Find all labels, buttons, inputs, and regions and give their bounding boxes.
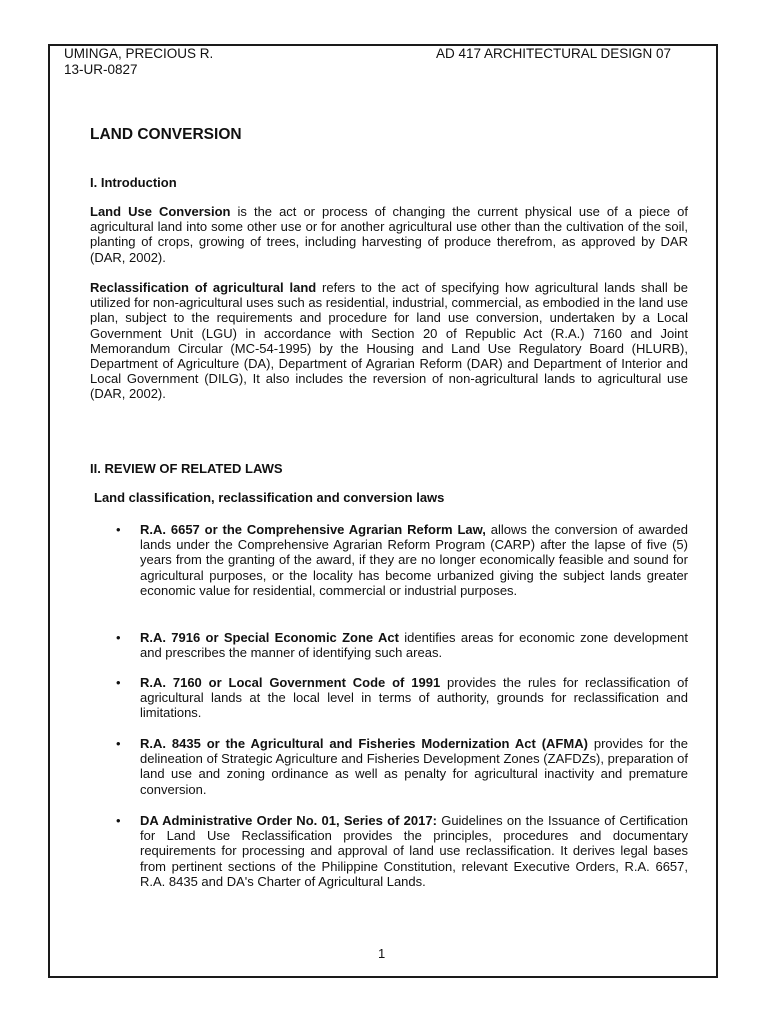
list-item-da-order	[140, 813, 688, 889]
list-item-ra-7160	[140, 675, 688, 721]
list-item-term: R.A. 6657 or the Comprehensive Agrarian Reform Law,	[140, 522, 486, 537]
paragraph-land-use-conversion	[90, 204, 688, 265]
bullet-icon: •	[116, 736, 121, 751]
bullet-icon: •	[116, 630, 121, 645]
list-item-text: Guidelines on the Issuance of Certification for Land Use Reclassification provides the principles, procedures and documentary requirements for processing and approval of land use reclassification. It derives legal bases from pertinent sections of the Philippine Constitution, relevant Executive Orders, R.A. 6657, R.A. 8435 and DA's Charter of Agricultural Lands.	[140, 813, 688, 889]
subsection-heading: Land classification, reclassification and conversion laws	[94, 490, 445, 505]
document-title: LAND CONVERSION	[90, 126, 242, 143]
author-name: UMINGA, PRECIOUS R.	[64, 46, 214, 61]
student-id: 13-UR-0827	[64, 62, 138, 77]
bullet-icon: •	[116, 522, 121, 537]
page-number: 1	[378, 946, 386, 961]
paragraph-reclassification	[90, 280, 688, 402]
bullet-icon: •	[116, 813, 121, 828]
section-heading-related-laws: II. REVIEW OF RELATED LAWS	[90, 461, 283, 476]
list-item-ra-6657	[140, 522, 688, 598]
list-item-term: R.A. 7160 or Local Government Code of 1991	[140, 675, 441, 690]
bullet-icon: •	[116, 675, 121, 690]
course-title: AD 417 ARCHITECTURAL DESIGN 07	[436, 46, 672, 61]
list-item-text: provides the rules for reclassification of agricultural lands at the local level in terms of authority, grounds for reclassification and limitations.	[140, 675, 688, 721]
definition-text: is the act or process of changing the current physical use of a piece of agricultural land into some other use or for another agricultural use other than the cultivation of the soil, planting of crops, growing of trees, including harvesting of produce therefrom, as approved by DAR (DAR, 2002).	[90, 204, 688, 265]
list-item-ra-8435	[140, 736, 688, 797]
list-item-text: allows the conversion of awarded lands under the Comprehensive Agrarian Reform Program (CARP) after the lapse of five (5) years from the granting of the award, if they are no longer economically feasible and sound for agricultural purposes, or the locality has become urbanized giving the subject lands greater economic value for residential, commercial or industrial purposes.	[140, 522, 688, 598]
term-reclassification: Reclassification of agricultural land	[90, 280, 317, 295]
list-item-term: DA Administrative Order No. 01, Series of 2017:	[140, 813, 437, 828]
list-item-term: R.A. 7916 or Special Economic Zone Act	[140, 630, 399, 645]
list-item-text: provides for the delineation of Strategic Agriculture and Fisheries Development Zones (ZAFDZs), preparation of land use and zoning ordinance as well as penalty for agricultural inactivity and premature conversion.	[140, 736, 689, 797]
list-item-term: R.A. 8435 or the Agricultural and Fisheries Modernization Act (AFMA)	[140, 736, 588, 751]
section-heading-introduction: I. Introduction	[90, 175, 177, 190]
list-item-ra-7916	[140, 630, 688, 660]
definition-text: refers to the act of specifying how agricultural lands shall be utilized for non-agricultural uses such as residential, industrial, commercial, as embodied in the land use plan, subject to the requirements and procedure for land use conversion, undertaken by a Local Government Unit (LGU) in accordance with Section 20 of Republic Act (R.A.) 7160 and Joint Memorandum Circular (MC-54-1995) by the Housing and Land Use Regulatory Board (HLURB), Department of Agriculture (DA), Department of Agrarian Reform (DAR) and Department of Interior and Local Government (DILG), It also includes the reversion of non-agricultural lands to agricultural use (DAR, 2002).	[90, 280, 688, 402]
list-item-text: identifies areas for economic zone development and prescribes the manner of identifying such areas.	[140, 630, 689, 661]
term-land-use-conversion: Land Use Conversion	[90, 204, 231, 219]
